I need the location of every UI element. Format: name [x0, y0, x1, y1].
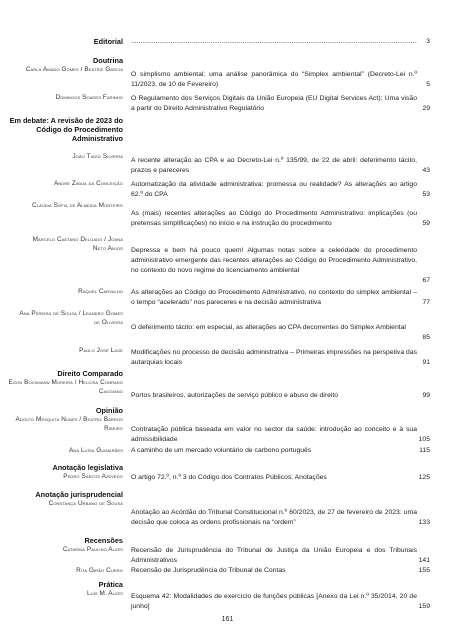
entry-authors: Rita Girão Curro — [76, 567, 123, 574]
toc-entry-title[interactable]: O Regulamento dos Serviços Digitais da União Europeia (EU Digital Services Act): Uma visão a partir do Direito Administrativo Regulatório — [131, 95, 417, 113]
page-number: 125 — [418, 474, 430, 481]
section-heading-recensoes: Recensões — [84, 536, 123, 545]
toc-entry-title[interactable]: O deferimento tácito: em especial, as alterações ao CPA decorrentes do Simplex Ambiental — [131, 324, 406, 331]
entry-authors: Egon Bockmann Moreira / Heloisa Conrado Caggiano — [8, 379, 123, 395]
section-heading-opiniao: Opinião — [95, 406, 123, 415]
entry-authors: Carla Amado Gomes / Beatriz Garcia — [25, 66, 123, 73]
entry-authors: Pedro Santos Azevedo — [63, 473, 123, 480]
entry-authors: Ana Luísa Guimarães — [68, 447, 123, 454]
toc-entry-title[interactable]: As (mais) recentes alterações ao Código do Procedimento Administrativo: implicações (ou pretensas simplificações) no início e na instrução do procedimento — [131, 210, 417, 228]
toc-entry-title[interactable]: Recensão de Jurisprudência do Tribunal de Contas — [131, 567, 286, 574]
entry-authors: Ana Pereira de Sousa / Leandro Gomes de Oliveira — [19, 310, 123, 326]
page-number: 141 — [418, 557, 430, 564]
page-number: 159 — [418, 603, 430, 610]
page-number: 91 — [422, 359, 430, 366]
section-heading-editorial: Editorial — [93, 37, 123, 46]
toc-entry-title[interactable]: Portos brasileiros, autorizações de serviço público e abuso de direito — [131, 392, 339, 399]
section-heading-em-debate: Em debate: A revisão de 2023 do Código do Procedimento Administrativo — [9, 116, 123, 143]
section-heading-doutrina: Doutrina — [93, 56, 123, 65]
page-number: 3 — [426, 38, 430, 45]
entry-authors: Constança Urbano de Sousa — [48, 500, 123, 507]
toc-entry-title[interactable]: Esquema 42: Modalidades de exercício de funções públicas [Anexo da Lei n.º 35/2014, 20 de junho] — [131, 593, 417, 611]
page-number: 115 — [419, 447, 430, 454]
entry-authors: Cláudia Sofia de Almeida Monteiro — [32, 202, 123, 209]
section-heading-anotacao-legislativa: Anotação legislativa — [52, 463, 123, 472]
toc-entry-title[interactable]: Modificações no processo de decisão administrativa – Primeiras impressões na perspetiva das autarquias locais — [131, 349, 417, 367]
toc-entry-title[interactable]: O simplismo ambiental: uma análise panorâmica do “Simplex ambiental” (Decreto-Lei n.º 11/2023, de 10 de Fevereiro) — [131, 71, 417, 89]
page-number: 133 — [418, 519, 430, 526]
toc-entry-title[interactable]: A recente alteração ao CPA e ao Decreto-Lei n.º 135/99, de 22 de abril: deferimento tácito, prazos e pareceres — [131, 157, 417, 175]
entry-authors: Domingos Soares Farinho — [55, 94, 123, 101]
entry-authors: André Zibaia da Conceição — [53, 180, 123, 187]
page-number: 29 — [422, 105, 430, 112]
page-number: 59 — [422, 220, 430, 227]
page-number: 43 — [422, 167, 430, 174]
toc-entry-title[interactable]: Contratação pública baseada em valor no sector da saúde: introdução ao conceito e à sua admissibilidade — [131, 426, 417, 444]
section-heading-anotacao-jurisprudencial: Anotação jurisprudencial — [35, 490, 123, 499]
entry-authors: Adolfo Mesquita Nunes / Beatriz Barros Ribeiro — [15, 416, 123, 432]
entry-authors: João Tiago Silveira — [72, 153, 123, 160]
section-heading-pratica: Prática — [98, 580, 123, 589]
leader-dots — [131, 38, 417, 45]
page-number: 67 — [422, 277, 430, 284]
toc-entry-title[interactable]: Recensão de Jurisprudência do Tribunal de Justiça da União Europeia e dos Tribunais Administrativos — [131, 547, 417, 565]
toc-entry-title[interactable]: As alterações ao Código do Procedimento Administrativo, no contexto do simplex ambiental – o tempo “acelerado” nos pareceres e na decisão administrativa — [131, 289, 417, 307]
toc-entry-editorial[interactable] — [131, 37, 417, 47]
page-number: 5 — [426, 81, 430, 88]
page-number: 85 — [422, 334, 430, 341]
entry-authors: Luís M. Alves — [86, 590, 123, 597]
page-number: 155 — [418, 567, 430, 574]
toc-entry-title[interactable]: Automatização da atividade administrativa: promessa ou realidade? As alterações ao artigo 62.º do CPA — [131, 181, 417, 199]
entry-authors: Raquel Carvalho — [78, 288, 123, 295]
footer-page-number: 161 — [221, 616, 234, 623]
entry-authors: Catarina Paulino Alves — [62, 546, 123, 553]
page-number: 77 — [422, 299, 430, 306]
toc-entry-title[interactable]: A caminho de um mercado voluntário de carbono português — [131, 447, 312, 454]
entry-authors: Paulo José Lage — [79, 347, 123, 354]
page-number: 99 — [422, 392, 430, 399]
toc-entry-title[interactable]: Anotação ao Acórdão do Tribunal Constitucional n.º 60/2023, de 27 de fevereiro de 2023: uma decisão que coloca as ordens profissionais na “ordem” — [131, 509, 417, 527]
section-heading-direito-comparado: Direito Comparado — [57, 369, 123, 378]
page-number: 53 — [422, 191, 430, 198]
page-number: 105 — [418, 436, 430, 443]
toc-entry-title[interactable]: O artigo 72.º, n.º 3 do Código dos Contratos Públicos: Anotações — [131, 474, 327, 481]
toc-entry-title[interactable]: Depressa e bem há pouco quem! Algumas notas sobre a celeridade do procedimento administrativo emergente das recentes alterações ao Código do Procedimento Administrativo, no contexto do novo regime do licenciamento ambiental — [131, 247, 417, 275]
entry-authors: Marcelo Caetano Delgado / Joana Neto Anjos — [32, 236, 123, 252]
